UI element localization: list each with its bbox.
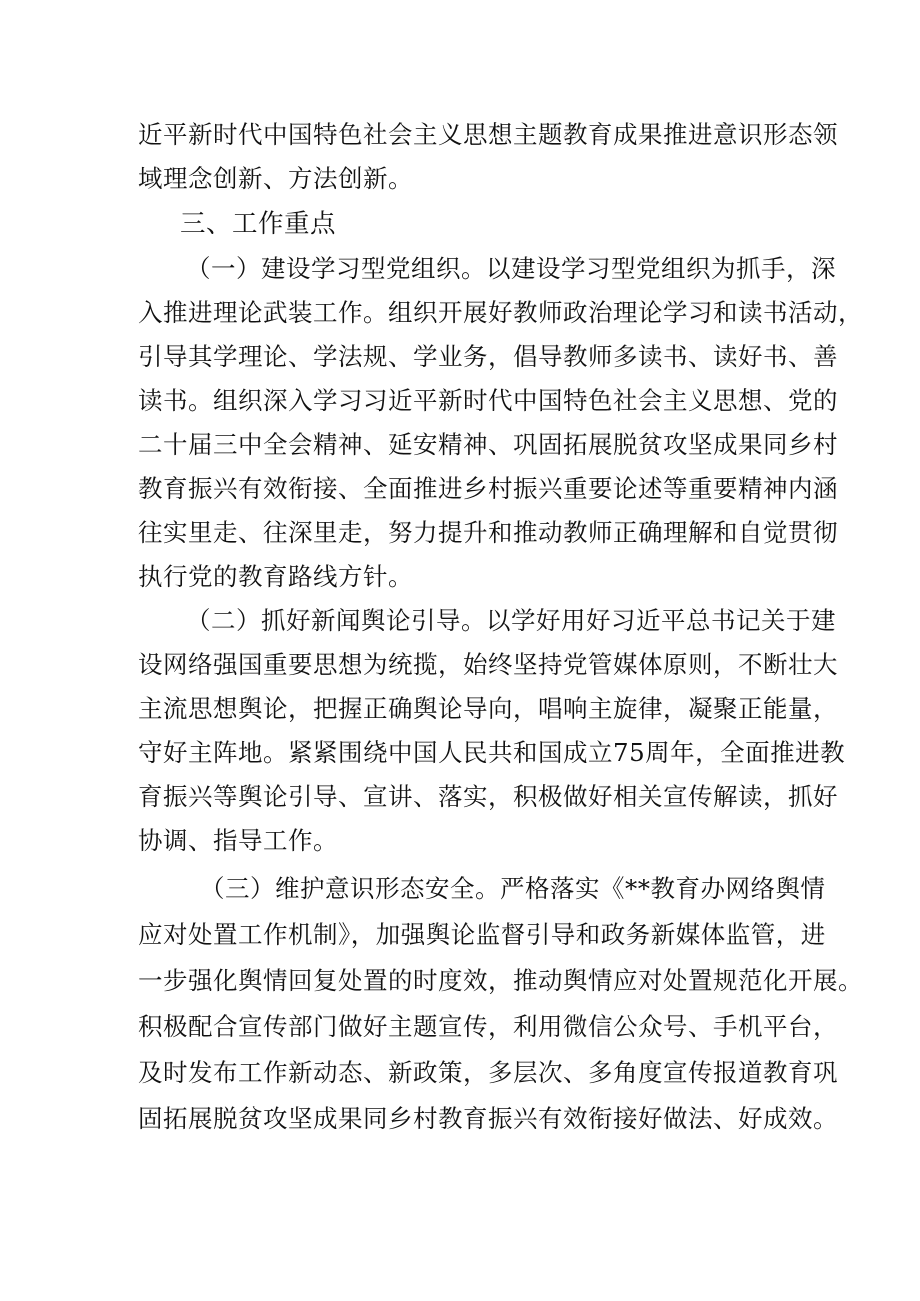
paragraph-1-line-6: 教育振兴有效衔接、全面推进乡村振兴重要论述等重要精神内涵	[138, 474, 838, 503]
paragraph-2-line-1: （二）抓好新闻舆论引导。以学好用好习近平总书记关于建	[186, 606, 836, 635]
paragraph-3-line-2: 应对处置工作机制》，加强舆论监督引导和政务新媒体监管，进	[138, 920, 826, 949]
paragraph-1-line-8: 执行党的教育路线方针。	[138, 562, 413, 591]
paragraph-3-line-5: 及时发布工作新动态、新政策，多层次、多角度宣传报道教育巩	[138, 1058, 838, 1087]
paragraph-2-line-2: 设网络强国重要思想为统揽，始终坚持党管媒体原则，不断壮大	[138, 650, 838, 679]
intro-line-1: 近平新时代中国特色社会主义思想主题教育成果推进意识形态领	[138, 120, 838, 149]
paragraph-1-line-2: 入推进理论武装工作。组织开展好教师政治理论学习和读书活动，	[138, 298, 863, 327]
paragraph-3-line-1: （三）维护意识形态安全。严格落实《**教育办网络舆情	[200, 874, 826, 903]
paragraph-1-line-3: 引导其学理论、学法规、学业务，倡导教师多读书、读好书、善	[138, 342, 838, 371]
paragraph-2-line-5: 育振兴等舆论引导、宣讲、落实，积极做好相关宣传解读，抓好	[138, 782, 838, 811]
paragraph-1-line-4: 读书。组织深入学习习近平新时代中国特色社会主义思想、党的	[138, 386, 838, 415]
section-heading: 三、工作重点	[180, 209, 337, 239]
intro-line-2: 域理念创新、方法创新。	[138, 164, 413, 193]
paragraph-3-line-3: 一步强化舆情回复处置的时度效，推动舆情应对处置规范化开展。	[138, 966, 863, 995]
paragraph-1-line-5: 二十届三中全会精神、延安精神、巩固拓展脱贫攻坚成果同乡村	[138, 430, 838, 459]
paragraph-3-line-4: 积极配合宣传部门做好主题宣传，利用微信公众号、手机平台，	[138, 1012, 838, 1041]
paragraph-2-line-3: 主流思想舆论，把握正确舆论导向，唱响主旋律，凝聚正能量，	[138, 694, 838, 723]
paragraph-2-line-4: 守好主阵地。紧紧围绕中国人民共和国成立75周年，全面推进教	[138, 738, 846, 767]
paragraph-2-line-6: 协调、指导工作。	[138, 826, 338, 855]
paragraph-3-line-6: 固拓展脱贫攻坚成果同乡村教育振兴有效衔接好做法、好成效。	[138, 1104, 838, 1133]
paragraph-1-line-7: 往实里走、往深里走，努力提升和推动教师正确理解和自觉贯彻	[138, 518, 838, 547]
paragraph-1-line-1: （一）建设学习型党组织。以建设学习型党组织为抓手，深	[186, 254, 836, 283]
